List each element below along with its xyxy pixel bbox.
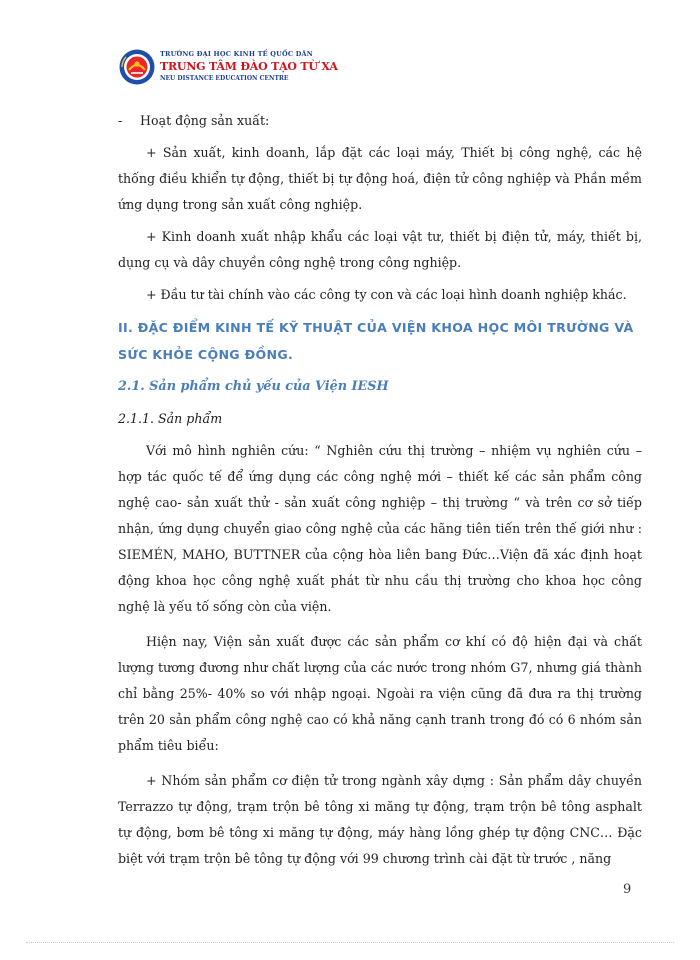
subsection-heading-2-1-1: 2.1.1. Sản phẩm bbox=[118, 411, 223, 426]
list-item: + Sản xuất, kinh doanh, lắp đặt các loại máy, Thiết bị công nghệ, các hệ thống điều khiển tự động, thiết bị tự động hoá, điện tử công nghiệp và Phần mềm ứng dụng trong sản xuất công nghiệp. bbox=[118, 145, 642, 212]
university-emblem-icon bbox=[118, 48, 156, 86]
list-item: + Đầu tư tài chính vào các công ty con và các loại hình doanh nghiệp khác. bbox=[146, 287, 627, 302]
logo-university-name: TRƯỜNG ĐẠI HỌC KINH TẾ QUỐC DÂN bbox=[160, 50, 313, 58]
bullet-label: Hoạt động sản xuất: bbox=[140, 113, 270, 128]
section-heading-ii: II. ĐẶC ĐIỂM KINH TẾ KỸ THUẬT CỦA VIỆN KHOA HỌC MÔI TRƯỜNG VÀ SỨC KHỎE CỘNG ĐỒNG. bbox=[118, 320, 634, 362]
paragraph: Với mô hình nghiên cứu: “ Nghiên cứu thị trường – nhiệm vụ nghiên cứu – hợp tác quốc tế để ứng dụng các công nghệ mới – thiết kế các sản phẩm công nghệ cao- sản xuất thử - sản xuất công nghiệp – thị trường “ và trên cơ sở tiếp nhận, ứng dụng chuyển giao công nghệ của các hãng tiên tiến trên thế giới như : SIEMÉN, MAHO, BUTTNER của cộng hòa liên bang Đức…Viện đã xác định hoạt động khoa học công nghệ xuất phát từ nhu cầu thị trường cho khoa học công nghệ là yếu tố sống còn của viện. bbox=[118, 443, 642, 614]
logo-centre-name: TRUNG TÂM ĐÀO TẠO TỪ XA bbox=[160, 60, 338, 73]
list-item: + Kinh doanh xuất nhập khẩu các loại vật tư, thiết bị điện tử, máy, thiết bị, dụng cụ và dây chuyền công nghệ trong công nghiệp. bbox=[118, 229, 642, 270]
subsection-heading-2-1: 2.1. Sản phẩm chủ yếu của Viện IESH bbox=[118, 379, 389, 394]
page-bottom-divider bbox=[26, 942, 674, 943]
page-number: 9 bbox=[623, 882, 632, 897]
bullet-dash: - bbox=[118, 113, 123, 128]
bullet-production-activities bbox=[118, 108, 642, 134]
paragraph: + Nhóm sản phẩm cơ điện tử trong ngành xây dựng : Sản phẩm dây chuyền Terrazzo tự động, trạm trộn bê tông xi măng tự động, trạm trộn bê tông asphalt tự động, bơm bê tông xi măng tự động, máy hàng lồng ghép tự động CNC… Đặc biệt với trạm trộn bê tông tự động với 99 chương trình cài đặt từ trước , năng bbox=[118, 773, 642, 866]
document-body bbox=[118, 108, 642, 872]
logo-centre-english-name: NEU DISTANCE EDUCATION CENTRE bbox=[160, 75, 289, 82]
header-logo bbox=[118, 48, 338, 88]
paragraph: Hiện nay, Viện sản xuất được các sản phẩm cơ khí có độ hiện đại và chất lượng tương đương như chất lượng của các nước trong nhóm G7, nhưng giá thành chỉ bằng 25%- 40% so với nhập ngoại. Ngoài ra viện cũng đã đưa ra thị trường trên 20 sản phẩm công nghệ cao có khả năng cạnh tranh trong đó có 6 nhóm sản phẩm tiêu biểu: bbox=[118, 634, 642, 753]
